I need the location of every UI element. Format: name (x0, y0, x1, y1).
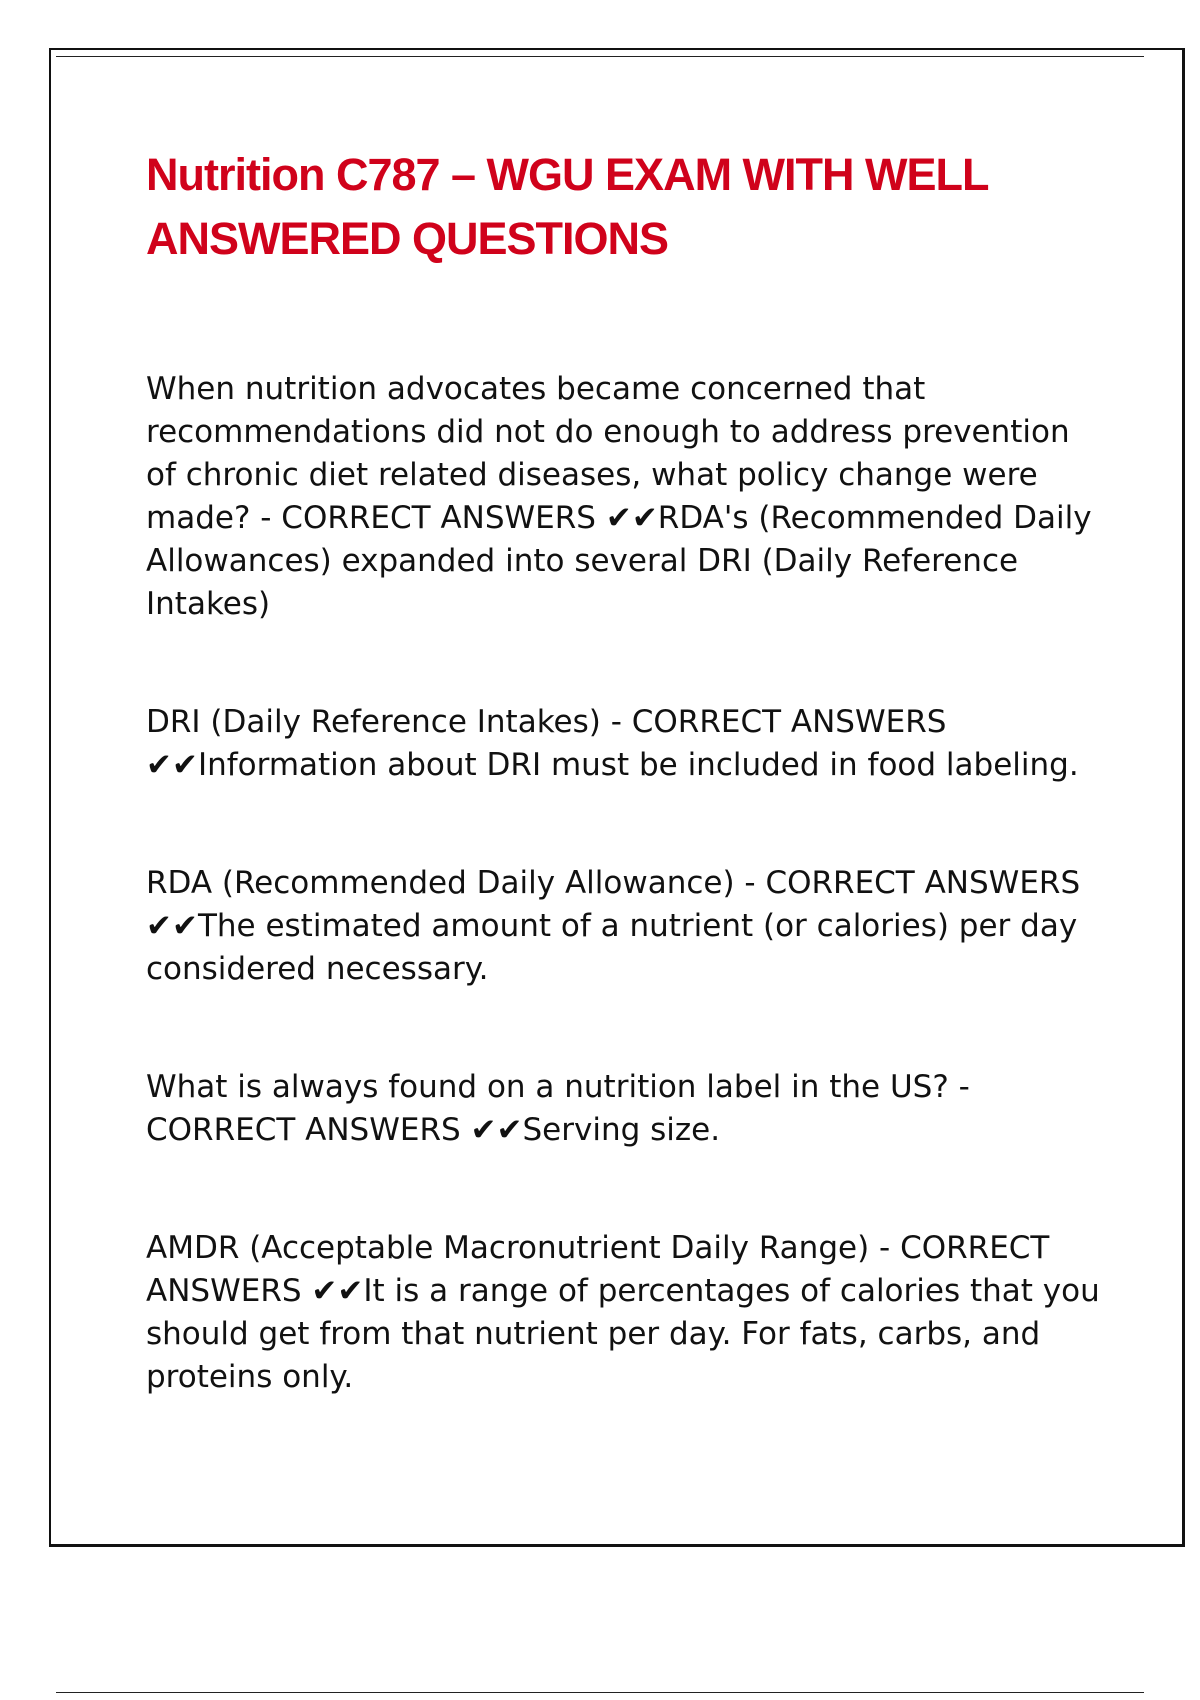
answer-marker: - CORRECT ANSWERS (146, 1069, 970, 1148)
qa-item (146, 1227, 1106, 1399)
double-check-icon: ✔✔ (146, 908, 198, 944)
qa-item (146, 862, 1106, 991)
double-check-icon: ✔✔ (470, 1112, 523, 1148)
question-text: RDA (Recommended Daily Allowance) (146, 865, 735, 901)
answer-text: Information about DRI must be included in food labeling. (197, 747, 1079, 783)
qa-item (146, 1066, 1106, 1152)
document-title (146, 143, 1126, 271)
qa-item (146, 701, 1106, 787)
answer-text: Serving size. (522, 1112, 721, 1148)
answer-text: It is a range of percentages of calories that you should get from that nutrient per day. For fats, carbs, and proteins only. (146, 1273, 1100, 1395)
answer-text: RDA's (Recommended Daily Allowances) expanded into several DRI (Daily Reference Intakes) (146, 500, 1092, 622)
double-check-icon: ✔✔ (146, 747, 198, 783)
double-check-icon: ✔✔ (311, 1273, 364, 1309)
double-check-icon: ✔✔ (605, 500, 658, 536)
qa-list (146, 368, 1106, 1399)
title-line-2: ANSWERED QUESTIONS (146, 213, 669, 264)
answer-text: The estimated amount of a nutrient (or calories) per day considered necessary. (146, 908, 1078, 987)
question-text: AMDR (Acceptable Macronutrient Daily Range) (146, 1230, 870, 1266)
bottom-rule (56, 1692, 1144, 1693)
question-text: When nutrition advocates became concerned that recommendations did not do enough to address prevention of chronic diet related diseases, what policy change were made? (146, 371, 1070, 536)
qa-item (146, 368, 1106, 626)
question-text: DRI (Daily Reference Intakes) (146, 704, 601, 740)
answer-marker: - CORRECT ANSWERS (600, 704, 947, 740)
top-rule (56, 56, 1144, 57)
answer-marker: - CORRECT ANSWERS (146, 1230, 1050, 1309)
answer-marker: - CORRECT ANSWERS (734, 865, 1081, 901)
title-line-1: Nutrition C787 – WGU EXAM WITH WELL (146, 149, 989, 200)
question-text: What is always found on a nutrition label in the US? (146, 1069, 949, 1105)
answer-marker: - CORRECT ANSWERS (250, 500, 606, 536)
